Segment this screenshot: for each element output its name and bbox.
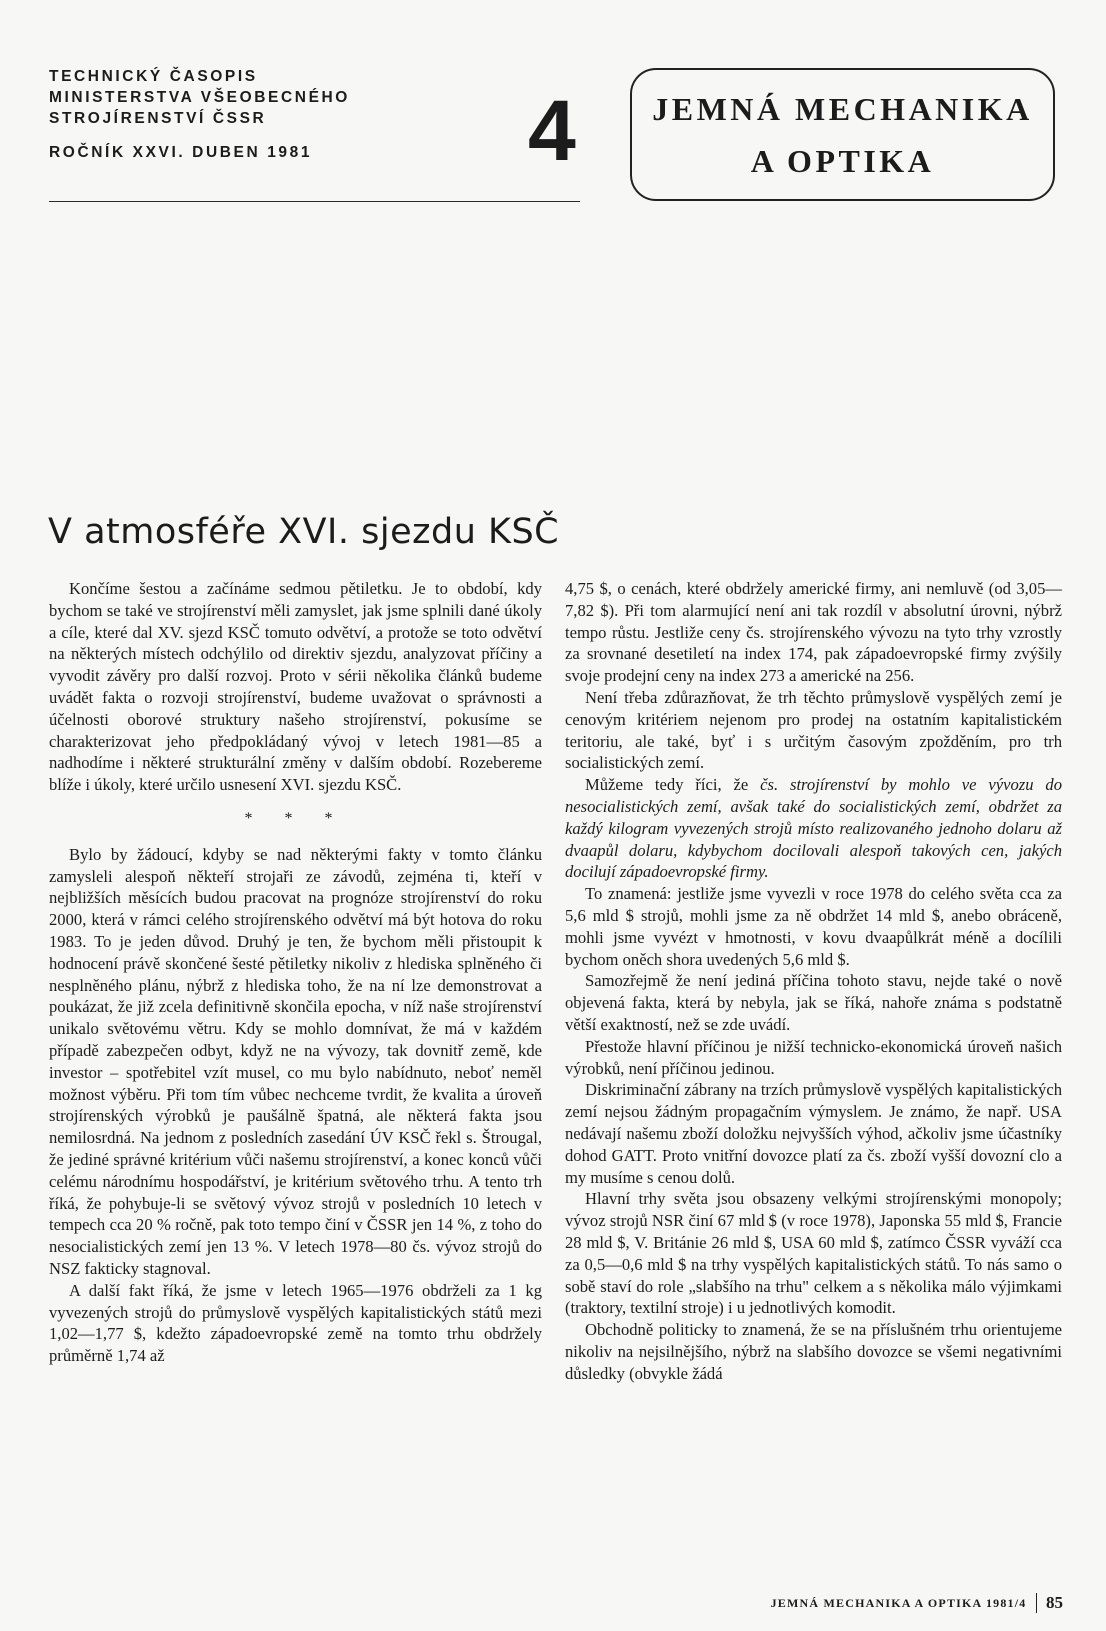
masthead-line: STROJÍRENSTVÍ ČSSR bbox=[49, 110, 267, 127]
emphasis-text: čs. strojírenství by mohlo ve vývozu do nesocialistických zemí, avšak také do socialistických zemí, obdržet za každý kilogram vyvezených strojů místo realizovaného jednoho dolaru až dvaapůl dolaru, kdybychom docilovali alespoň takových cen, jakých docilují západoevropské firmy. bbox=[565, 775, 1062, 882]
volume-date: ROČNÍK XXVI. DUBEN 1981 bbox=[49, 144, 313, 161]
masthead-publisher bbox=[49, 66, 350, 163]
paragraph: Diskriminační zábrany na trzích průmyslově vyspělých kapitalistických zemí nejsou žádným propagačním výmyslem. Je známo, že např. USA nedávají našemu zboží doložku nejvyšších výhod, ačkoliv jsme účastníky dohod GATT. Proto vnitřní dovozce platí za čs. zboží vyšší dovozní clo a my musíme s cenou dolů. bbox=[565, 1080, 1062, 1187]
paragraph: A další fakt říká, že jsme v letech 1965—1976 obdrželi za 1 kg vyvezených strojů do průmyslově vyspělých kapitalistických států mezi 1,02—1,77 $, kdežto západoevropské země na tomto trhu obdržely průměrně 1,74 až bbox=[49, 1280, 542, 1366]
paragraph: Není třeba zdůrazňovat, že trh těchto průmyslově vyspělých zemí je cenovým kritériem nejenom pro prodej na ostatním kapitalistickém teritoriu, ale také, byť i s určitým časovým zpožděním, pro trh socialistických zemí. bbox=[565, 687, 1062, 773]
article-title: V atmosféře XVI. sjezdu KSČ bbox=[48, 512, 560, 552]
masthead-line: MINISTERSTVA VŠEOBECNÉHO bbox=[49, 89, 350, 106]
paragraph: Hlavní trhy světa jsou obsazeny velkými strojírenskými monopoly; vývoz strojů NSR činí 67 mld $ (v roce 1978), Japonska 55 mld $, Francie 28 mld $, V. Británie 26 mld $, USA 60 mld $, zatímco ČSSR vyváží cca za 0,5—0,6 mld $ na trhy vyspělých kapitalistických států. To nás samo o sobě staví do role „slabšího na trhu" celkem a s několika málo výjimkami (traktory, textilní stroje) i u jednotlivých komodit. bbox=[565, 1189, 1062, 1318]
journal-title-line: JEMNÁ MECHANIKA bbox=[652, 90, 1033, 127]
running-head: JEMNÁ MECHANIKA A OPTIKA 1981/4 bbox=[770, 1595, 1027, 1610]
paragraph: Obchodně politicky to znamená, že se na příslušném trhu orientujeme nikoliv na nejsilnějšího, nýbrž na slabšího dovozce se všemi negativními důsledky (obvykle žádá bbox=[565, 1320, 1062, 1383]
paragraph: 4,75 $, o cenách, které obdržely americké firmy, ani nemluvě (od 3,05—7,82 $). Při tom alarmující není ani tak rozdíl v absolutní úrovni, nýbrž tempo růstu. Jestliže ceny čs. strojírenského vývozu na tyto trhy vzrostly za srovnané desetiletí na index 174, pak západoevropské firmy zvýšily svoje prodejní ceny na index 273 a americké na 256. bbox=[565, 579, 1062, 686]
paragraph: Končíme šestou a začínáme sedmou pětiletku. Je to období, kdy bychom se také ve strojírenství měli zamyslet, jak jsme splnili dané úkoly a cíle, které dal XV. sjezd KSČ tomuto odvětví, a protože se toto odvětví na některých místech odchýlilo od direktiv sjezdu, analyzovat příčiny a vyvodit závěry pro další rozvoj. Proto v sérii několika článků budeme uvádět fakta o rozvoji strojírenství, budeme uvažovat o správnosti a účelnosti oborové struktury našeho strojírenství, pokusíme se charakterizovat jeho předpokládaný vývoj v letech 1981—85 a nadhodíme i některé strukturální změny v dalším období. Rozebereme blíže i úkoly, které určilo usnesení XVI. sjezdu KSČ. bbox=[49, 579, 542, 795]
paragraph-lead: Můžeme tedy říci, že bbox=[585, 775, 761, 795]
journal-title-box bbox=[630, 68, 1055, 201]
article-column-left bbox=[49, 578, 542, 1367]
article-column-right bbox=[565, 578, 1062, 1384]
journal-title-line: A OPTIKA bbox=[750, 142, 935, 179]
paragraph: Samozřejmě že není jediná příčina tohoto stavu, nejde také o nově objevená fakta, která by nebyla, jak se říká, nahoře známa s podstatně větší exaktností, než se zde uvádí. bbox=[565, 971, 1062, 1034]
page-number: 85 bbox=[1046, 1593, 1063, 1612]
paragraph: Bylo by žádoucí, kdyby se nad některými fakty v tomto článku zamysleli alespoň někteří strojaři ze závodů, zejména ti, kteří v nejbližších měsících budou pracovat na prognóze strojírenství do roku 2000, která v rámci celého strojírenského odvětví má být hotova do roku 1983. To je jeden důvod. Druhý je ten, že bychom měli přistoupit k hodnocení právě skončené šesté pětiletky nikoliv z hlediska splněného či nesplněného plánu, nýbrž z hlediska toho, že na ní lze demonstrovat a poukázat, že již zcela definitivně skončila epocha, v níž naše strojírenství unikalo světovému větru. Kdy se mohlo domnívat, že má v každém případě zabezpečen odbyt, když ne na vývozy, tak dovnitř země, kde investor – spotřebitel vzít musel, co mu bylo nabídnuto, neboť neměl možnost výběru. Při tom tím vůbec nechceme tvrdit, že kvalita a úroveň strojírenských výrobků je paušálně špatná, ale některá fakta jsou nemilosrdná. Na jednom z posledních zasedání ÚV KSČ řekl s. Štrougal, že jediné správné kritérium vůči našemu strojírenství, a konec konců vůči celému národnímu hospodářství, je kritérium světového trhu. A tento trh říká, že pohybuje-li se světový vývoz strojů v posledních 10 letech v tempech cca 20 % ročně, pak toto tempo činí v ČSSR jen 14 %, z toho do nesocialistických zemí jen 13 %. V letech 1978—80 čs. vývoz strojů do NSZ fakticky stagnoval. bbox=[49, 844, 542, 1278]
header-rule bbox=[49, 201, 580, 202]
footer-divider bbox=[1036, 1593, 1038, 1613]
masthead-line: TECHNICKÝ ČASOPIS bbox=[49, 68, 258, 85]
issue-number: 4 bbox=[528, 83, 576, 179]
paragraph bbox=[565, 774, 1062, 883]
page-footer bbox=[771, 1593, 1063, 1613]
paragraph: To znamená: jestliže jsme vyvezli v roce 1978 do celého světa cca za 5,6 mld $ strojů, mohli jsme za ně obdržet 14 mld $, anebo obráceně, mohli jsme vyvézt v hmotnosti, v kovu dvaapůlkrát méně a docílili bychom oněch shora uvedených 5,6 mld $. bbox=[565, 884, 1062, 969]
section-separator: * * * bbox=[244, 809, 347, 827]
paragraph: Přestože hlavní příčinou je nižší technicko-ekonomická úroveň našich výrobků, není příčinou jedinou. bbox=[565, 1036, 1062, 1078]
